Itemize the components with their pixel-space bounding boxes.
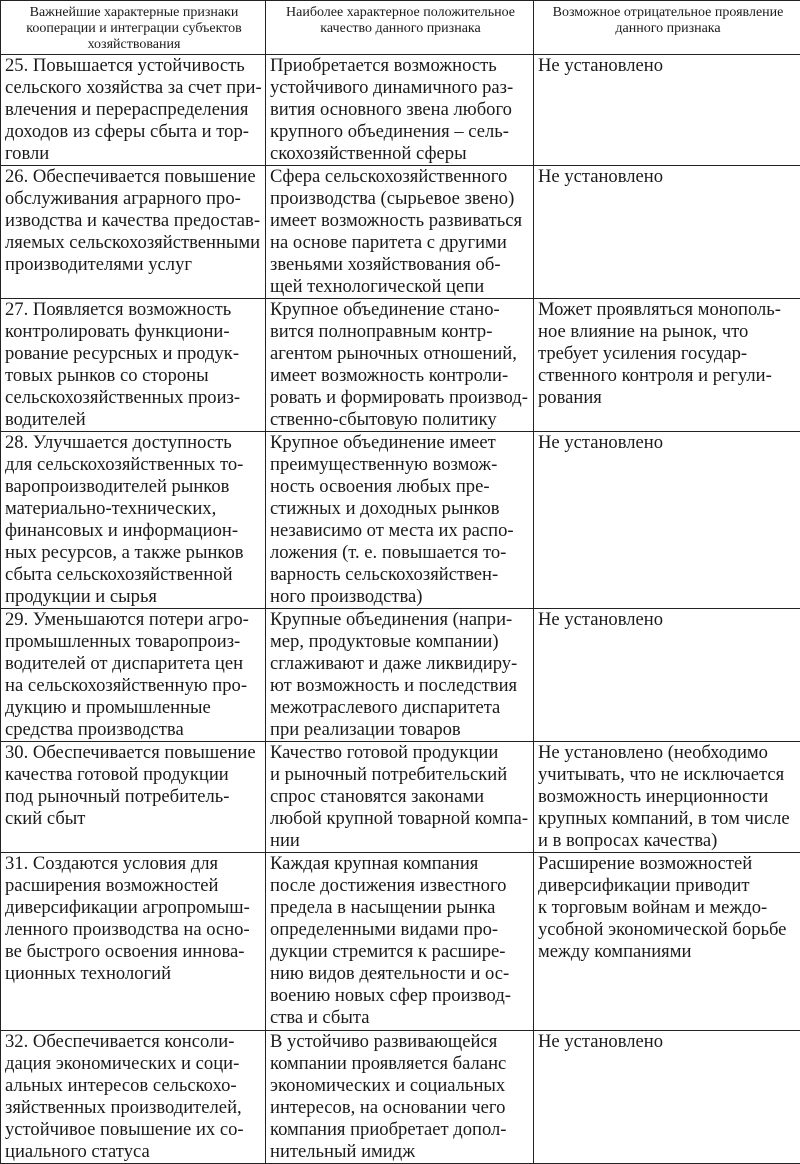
cell-sign: 28. Улучшается доступность для сельскохозяйственных то- варопроизводителей рынков материально-технических, финансовых и информацион- ных ресурсов, а также рынков сбыта сельскохозяйственной продукции и сырья xyxy=(1,432,266,609)
table-row xyxy=(1,1031,800,1164)
cell-negative: Не установлено xyxy=(534,166,800,299)
header-negative: Возможное отрицательное проявление данного признака xyxy=(534,1,800,55)
cell-negative: Не установлено (необходимо учитывать, что не исключается возможность инерционности крупных компаний, в том числе и в вопросах качества) xyxy=(534,742,800,853)
cell-sign: 27. Появляется возможность контролировать функциони- рование ресурсных и продук- товых рынков со стороны сельскохозяйственных произ- водителей xyxy=(1,299,266,432)
cell-negative: Расширение возможностей диверсификации приводит к торговым войнам и междо- усобной экономической борьбе между компаниями xyxy=(534,853,800,1031)
table-row xyxy=(1,853,800,1031)
table-row xyxy=(1,55,800,166)
table-header-row xyxy=(1,1,800,55)
cell-sign: 32. Обеспечивается консоли- дация экономических и соци- альных интересов сельскохо- зяйственных производителей, устойчивое повышение их со- циального статуса xyxy=(1,1031,266,1164)
cell-positive: В устойчиво развивающейся компании проявляется баланс экономических и социальных интересов, на основании чего компания приобретает допол- нительный имидж xyxy=(266,1031,534,1164)
cell-negative: Не установлено xyxy=(534,55,800,166)
table-row xyxy=(1,432,800,609)
cell-positive: Каждая крупная компания после достижения известного предела в насыщении рынка определенными видами про- дукции стремится к расшире- нию видов деятельности и ос- воению новых сфер производ- ства и сбыта xyxy=(266,853,534,1031)
cell-sign: 26. Обеспечивается повышение обслуживания аграрного про- изводства и качества предостав- ляемых сельскохозяйственными производителями услуг xyxy=(1,166,266,299)
header-sign: Важнейшие характерные признаки кооперации и интеграции субъектов хозяйствования xyxy=(1,1,266,55)
cell-sign: 25. Повышается устойчивость сельского хозяйства за счет при- влечения и перераспределения доходов из сферы сбыта и тор- говли xyxy=(1,55,266,166)
cell-negative: Не установлено xyxy=(534,609,800,742)
table-row xyxy=(1,742,800,853)
cell-sign: 29. Уменьшаются потери агро- промышленных товаропроиз- водителей от диспаритета цен на сельскохозяйственную про- дукцию и промышленные средства производства xyxy=(1,609,266,742)
table-row xyxy=(1,299,800,432)
cell-positive: Крупное объединение имеет преимущественную возмож- ность освоения любых пре- стижных и доходных рынков независимо от места их распо- ложения (т. е. повышается то- варность сельскохозяйствен- ного производства) xyxy=(266,432,534,609)
cell-negative: Не установлено xyxy=(534,432,800,609)
cell-positive: Приобретается возможность устойчивого динамичного раз- вития основного звена любого крупного объединения – сель- скохозяйственной сферы xyxy=(266,55,534,166)
cell-sign: 31. Создаются условия для расширения возможностей диверсификации агропромыш- ленного производства на осно- ве быстрого освоения иннова- ционных технологий xyxy=(1,853,266,1031)
cell-positive: Крупные объединения (напри- мер, продуктовые компании) сглаживают и даже ликвидиру- ют возможность и последствия межотраслевого диспаритета при реализации товаров xyxy=(266,609,534,742)
table-row xyxy=(1,609,800,742)
cell-positive: Сфера сельскохозяйственного производства (сырьевое звено) имеет возможность развиваться на основе паритета с другими звеньями хозяйствования об- щей технологической цепи xyxy=(266,166,534,299)
cell-sign: 30. Обеспечивается повышение качества готовой продукции под рыночный потребитель- ский сбыт xyxy=(1,742,266,853)
cell-negative: Может проявляться монополь- ное влияние на рынок, что требует усиления государ- ственного контроля и регули- рования xyxy=(534,299,800,432)
cell-positive: Крупное объединение стано- вится полноправным контр- агентом рыночных отношений, имеет возможность контроли- ровать и формировать производ- ственно-сбытовую политику xyxy=(266,299,534,432)
header-positive: Наиболее характерное положительное качество данного признака xyxy=(266,1,534,55)
cell-negative: Не установлено xyxy=(534,1031,800,1164)
table-row xyxy=(1,166,800,299)
cell-positive: Качество готовой продукции и рыночный потребительский спрос становятся законами любой крупной товарной компа- нии xyxy=(266,742,534,853)
